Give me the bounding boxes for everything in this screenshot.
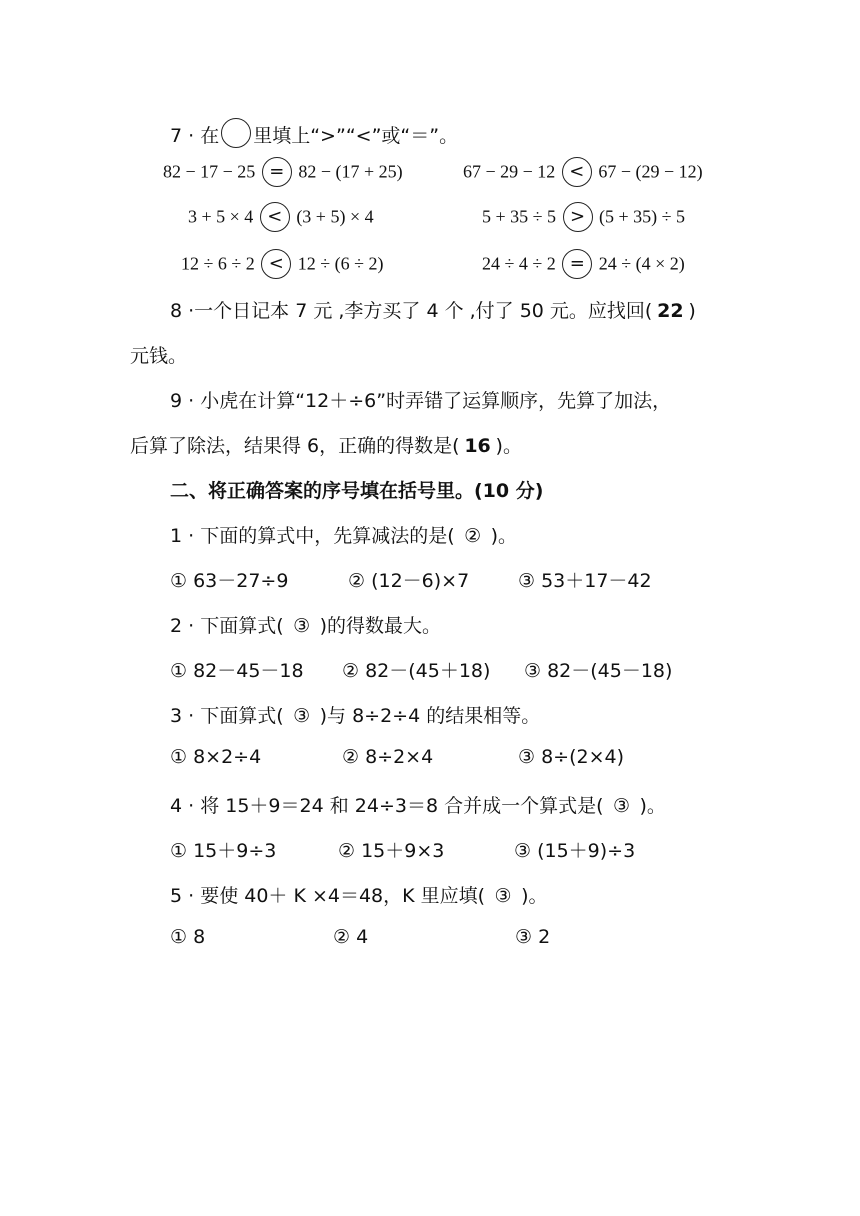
q9-close: )。 <box>495 435 522 457</box>
q7-row-6-left: 24 ÷ 4 ÷ 2 <box>482 253 556 274</box>
s2-q3-option-3: ③ 8÷(2×4) <box>518 746 625 768</box>
s2-q5-text: 5 · 要使 40＋ K ×4＝48，K 里应填( <box>170 885 486 907</box>
s2-q5-prompt <box>170 881 547 908</box>
q7-row-3-left: 3 + 5 × 4 <box>188 206 254 227</box>
q7-row-6-symbol: = <box>562 249 592 279</box>
s2-q4-answer: ③ <box>612 795 631 817</box>
q7-row-5-left: 12 ÷ 6 ÷ 2 <box>181 253 255 274</box>
q7-row-4-left: 5 + 35 ÷ 5 <box>482 206 557 227</box>
s2-q2-answer: ③ <box>293 615 311 637</box>
q7-row-6-right: 24 ÷ (4 × 2) <box>598 253 685 274</box>
s2-q4-text: 4 · 将 15＋9＝24 和 24÷3＝8 合并成一个算式是( <box>170 795 604 817</box>
s2-q1-option-1: ① 63－27÷9 <box>170 570 289 592</box>
q9-text: 后算了除法，结果得 6，正确的得数是( <box>130 435 460 457</box>
s2-q4-option-2: ② 15＋9×3 <box>338 840 445 862</box>
q7-row-4-symbol: > <box>563 202 593 232</box>
s2-q1-close: )。 <box>490 525 518 547</box>
q7-row-4-right: (5 + 35) ÷ 5 <box>599 206 686 227</box>
s2-q3-option-1: ① 8×2÷4 <box>170 746 262 768</box>
s2-q3-answer: ③ <box>293 705 311 727</box>
s2-q5-option-2: ② 4 <box>333 926 369 948</box>
q9-answer: 16 <box>464 435 491 457</box>
s2-q1-option-2: ② (12－6)×7 <box>348 570 470 592</box>
q7-prefix: 7 · 在 <box>170 125 220 147</box>
s2-q5-option-3: ③ 2 <box>515 926 551 948</box>
q7-row-5 <box>181 249 384 279</box>
s2-q4-option-1: ① 15＋9÷3 <box>170 840 277 862</box>
q7-row-2-symbol: < <box>562 157 592 187</box>
s2-q3-text: 3 · 下面算式( <box>170 705 284 727</box>
q7-row-1-right: 82 − (17 + 25) <box>298 161 403 182</box>
s2-q1-answer: ② <box>464 525 482 547</box>
q9-line-2 <box>130 431 522 458</box>
q7-row-3-symbol: < <box>260 202 290 232</box>
s2-q2-option-2: ② 82－(45＋18) <box>342 660 491 682</box>
q7-suffix: 里填上“>”“<”或“＝”。 <box>253 125 459 147</box>
s2-q3-option-2: ② 8÷2×4 <box>342 746 434 768</box>
s2-q1-text: 1 · 下面的算式中，先算减法的是( <box>170 525 455 547</box>
s2-q3-prompt <box>170 701 540 728</box>
q7-row-1-left: 82 − 17 − 25 <box>163 161 256 182</box>
s2-q2-option-1: ① 82－45－18 <box>170 660 304 682</box>
q7-row-2-right: 67 − (29 − 12) <box>598 161 703 182</box>
s2-q2-close: )的得数最大。 <box>319 615 442 637</box>
s2-q4-close: )。 <box>639 795 666 817</box>
section-2-heading: 二、将正确答案的序号填在括号里。(10 分) <box>170 480 544 502</box>
q7-row-5-right: 12 ÷ (6 ÷ 2) <box>297 253 384 274</box>
q9-line-1: 9 · 小虎在计算“12＋÷6”时弄错了运算顺序，先算了加法， <box>170 390 672 412</box>
q7-row-2-left: 67 − 29 − 12 <box>463 161 556 182</box>
s2-q5-close: )。 <box>521 885 548 907</box>
s2-q4-prompt <box>170 791 666 818</box>
s2-q1-prompt <box>170 521 517 548</box>
q7-row-6 <box>482 249 685 279</box>
q8-answer: 22 <box>657 300 684 322</box>
q7-row-3 <box>188 202 374 232</box>
s2-q5-option-1: ① 8 <box>170 926 206 948</box>
q7-row-2 <box>463 157 703 187</box>
blank-circle-icon <box>221 118 251 148</box>
q7-prompt <box>170 118 458 148</box>
q7-row-1-symbol: = <box>262 157 292 187</box>
s2-q2-option-3: ③ 82－(45－18) <box>524 660 673 682</box>
s2-q2-prompt <box>170 611 441 638</box>
q7-row-5-symbol: < <box>261 249 291 279</box>
q7-row-4 <box>482 202 685 232</box>
q8-line-2: 元钱。 <box>130 345 188 367</box>
s2-q1-option-3: ③ 53＋17－42 <box>518 570 652 592</box>
q8-text: 8 ·一个日记本 7 元 ,李方买了 4 个 ,付了 50 元。应找回( <box>170 300 653 322</box>
s2-q2-text: 2 · 下面算式( <box>170 615 284 637</box>
q8-line-1 <box>170 296 696 323</box>
s2-q5-answer: ③ <box>494 885 512 907</box>
q7-row-1 <box>163 157 403 187</box>
s2-q4-option-3: ③ (15＋9)÷3 <box>514 840 636 862</box>
s2-q3-close: )与 8÷2÷4 的结果相等。 <box>319 705 541 727</box>
q8-close: ) <box>688 300 696 322</box>
q7-row-3-right: (3 + 5) × 4 <box>296 206 374 227</box>
